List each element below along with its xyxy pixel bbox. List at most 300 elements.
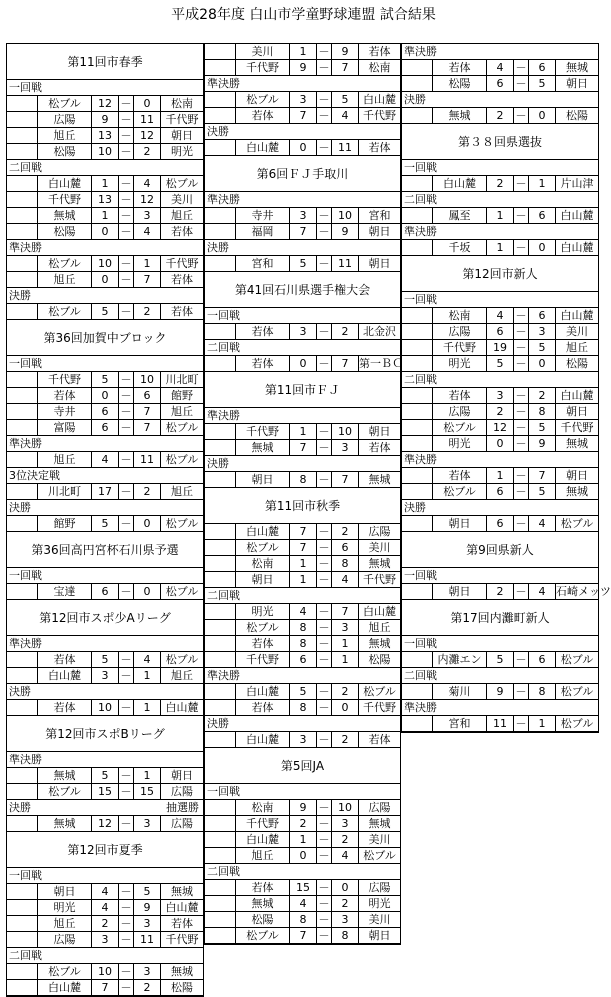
team-b: 朝日	[555, 468, 598, 483]
team-b: 白山麓	[160, 700, 203, 715]
team-b: 無城	[358, 556, 400, 571]
team-a: 松ブル	[432, 484, 486, 499]
team-b: 旭丘	[160, 404, 203, 419]
score-separator: －	[316, 92, 331, 107]
score-b: 1	[528, 716, 555, 731]
score-b: 4	[528, 584, 555, 599]
team-a: 松ブル	[37, 784, 91, 799]
score-a: 1	[486, 468, 513, 483]
team-b: 明光	[160, 144, 203, 159]
team-b: 無城	[555, 484, 598, 499]
team-a: 千坂	[432, 240, 486, 255]
score-a: 2	[486, 584, 513, 599]
score-a: 4	[289, 604, 316, 619]
score-b: 7	[331, 356, 358, 371]
match-row	[7, 980, 203, 996]
match-row	[402, 652, 598, 668]
score-separator: －	[316, 440, 331, 455]
score-b: 6	[528, 308, 555, 323]
round-name: 準決勝	[207, 193, 240, 206]
score-a: 12	[486, 420, 513, 435]
row-spacer	[7, 404, 37, 419]
score-separator: －	[118, 452, 133, 467]
team-a: 松陽	[37, 144, 91, 159]
team-a: 若体	[432, 388, 486, 403]
score-b: 2	[331, 324, 358, 339]
team-b: 千代野	[555, 420, 598, 435]
team-a: 白山麓	[235, 524, 289, 539]
team-a: 広陽	[37, 112, 91, 127]
score-separator: －	[513, 468, 528, 483]
match-row	[7, 208, 203, 224]
score-b: 6	[133, 388, 160, 403]
score-a: 6	[91, 584, 118, 599]
match-row	[7, 176, 203, 192]
team-b: 白山麓	[555, 308, 598, 323]
score-separator: －	[118, 144, 133, 159]
score-b: 2	[331, 524, 358, 539]
match-row	[7, 584, 203, 600]
round-name: 準決勝	[9, 637, 42, 650]
score-separator: －	[118, 224, 133, 239]
team-b: 若体	[358, 44, 400, 59]
score-a: 0	[91, 224, 118, 239]
team-a: 松ブル	[37, 304, 91, 319]
score-separator: －	[316, 140, 331, 155]
score-separator: －	[118, 980, 133, 995]
team-b: 若体	[160, 304, 203, 319]
score-b: 7	[133, 404, 160, 419]
score-a: 3	[289, 324, 316, 339]
match-row	[205, 880, 400, 896]
round-name: 決勝	[9, 685, 31, 698]
score-separator: －	[118, 700, 133, 715]
round-name: 準決勝	[207, 77, 240, 90]
score-a: 7	[289, 524, 316, 539]
team-a: 明光	[235, 604, 289, 619]
score-a: 12	[91, 96, 118, 111]
team-a: 朝日	[432, 584, 486, 599]
row-spacer	[7, 372, 37, 387]
row-spacer	[205, 880, 235, 895]
round-label	[205, 240, 400, 256]
round-name: 準決勝	[404, 701, 437, 714]
match-row	[205, 440, 400, 456]
round-name: 準決勝	[404, 225, 437, 238]
team-b: 若体	[358, 732, 400, 747]
team-b: 北金沢	[358, 324, 400, 339]
score-a: 3	[289, 92, 316, 107]
score-b: 1	[133, 700, 160, 715]
score-a: 7	[289, 540, 316, 555]
team-a: 旭丘	[235, 848, 289, 863]
score-b: 1	[133, 256, 160, 271]
row-spacer	[7, 668, 37, 683]
row-spacer	[205, 108, 235, 123]
score-separator: －	[316, 224, 331, 239]
score-separator: －	[118, 272, 133, 287]
round-label	[402, 500, 598, 516]
team-a: 若体	[37, 700, 91, 715]
score-separator: －	[513, 584, 528, 599]
score-b: 5	[528, 484, 555, 499]
score-b: 1	[528, 176, 555, 191]
team-b: 若体	[358, 140, 400, 155]
round-name: 二回戦	[404, 669, 437, 682]
score-b: 4	[331, 848, 358, 863]
match-row	[7, 816, 203, 832]
score-b: 5	[133, 884, 160, 899]
row-spacer	[205, 604, 235, 619]
tournament-title: 第36回高円宮杯石川県予選	[7, 532, 203, 568]
round-name: 準決勝	[9, 241, 42, 254]
team-a: 千代野	[37, 192, 91, 207]
team-b: 第一ＢＣ	[359, 357, 403, 370]
score-separator: －	[513, 652, 528, 667]
score-separator: －	[513, 176, 528, 191]
team-b: 松陽	[555, 108, 598, 123]
round-name: 決勝	[9, 501, 31, 514]
row-spacer	[7, 208, 37, 223]
team-b: 旭丘	[160, 484, 203, 499]
tournament-title: 第9回県新人	[402, 532, 598, 568]
score-a: 6	[289, 652, 316, 667]
row-spacer	[205, 524, 235, 539]
score-a: 1	[486, 208, 513, 223]
score-b: 1	[331, 636, 358, 651]
score-separator: －	[316, 800, 331, 815]
score-a: 0	[289, 140, 316, 155]
team-a: 明光	[432, 436, 486, 451]
row-spacer	[7, 128, 37, 143]
team-b: 松ブル	[555, 716, 598, 731]
score-b: 5	[528, 340, 555, 355]
team-a: 若体	[235, 324, 289, 339]
score-separator: －	[118, 516, 133, 531]
match-row	[402, 420, 598, 436]
round-label	[402, 224, 598, 240]
team-b: 朝日	[358, 928, 400, 943]
score-a: 7	[91, 980, 118, 995]
round-name: 準決勝	[404, 453, 437, 466]
team-b: 片山津	[555, 176, 598, 191]
team-a: 千代野	[235, 60, 289, 75]
score-separator: －	[316, 700, 331, 715]
round-name: 二回戦	[9, 949, 42, 962]
score-a: 6	[486, 76, 513, 91]
score-a: 10	[91, 964, 118, 979]
row-spacer	[402, 240, 432, 255]
round-label	[402, 192, 598, 208]
score-b: 4	[133, 224, 160, 239]
row-spacer	[7, 884, 37, 899]
match-row	[205, 652, 400, 668]
match-row	[205, 800, 400, 816]
team-a: 朝日	[235, 572, 289, 587]
score-b: 10	[133, 372, 160, 387]
team-a: 無城	[37, 768, 91, 783]
team-b: 無城	[160, 964, 203, 979]
score-separator: －	[316, 356, 331, 371]
team-b: 白山麓	[555, 240, 598, 255]
score-separator: －	[118, 304, 133, 319]
match-row	[7, 372, 203, 388]
score-a: 4	[91, 452, 118, 467]
score-separator: －	[513, 60, 528, 75]
score-b: 6	[528, 652, 555, 667]
row-spacer	[402, 404, 432, 419]
team-a: 明光	[432, 356, 486, 371]
team-a: 若体	[37, 652, 91, 667]
row-spacer	[402, 652, 432, 667]
team-a: 若体	[37, 388, 91, 403]
match-row	[402, 388, 598, 404]
score-a: 7	[289, 108, 316, 123]
score-b: 8	[331, 928, 358, 943]
score-a: 0	[486, 436, 513, 451]
round-label	[7, 468, 203, 484]
round-label	[402, 92, 598, 108]
team-b: 白山麓	[160, 900, 203, 915]
score-a: 4	[289, 896, 316, 911]
row-spacer	[205, 816, 235, 831]
team-b: 白山麓	[358, 604, 400, 619]
score-a: 15	[289, 880, 316, 895]
score-a: 5	[91, 516, 118, 531]
tournament-title: 第12回市新人	[402, 256, 598, 292]
score-b: 4	[331, 572, 358, 587]
match-row	[205, 928, 400, 944]
score-b: 8	[528, 684, 555, 699]
match-row	[205, 356, 403, 372]
match-row	[205, 848, 400, 864]
score-a: 8	[289, 700, 316, 715]
row-spacer	[205, 140, 235, 155]
score-separator: －	[316, 848, 331, 863]
team-b: 美川	[160, 192, 203, 207]
score-a: 6	[486, 516, 513, 531]
score-a: 1	[289, 424, 316, 439]
team-b: 朝日	[555, 404, 598, 419]
match-row	[205, 912, 400, 928]
team-b: 朝日	[358, 424, 400, 439]
score-b: 5	[331, 92, 358, 107]
team-a: 白山麓	[235, 684, 289, 699]
match-row	[205, 256, 400, 272]
team-b: 美川	[358, 540, 400, 555]
team-a: 旭丘	[37, 128, 91, 143]
tournament-title: 第12回市スポ少Aリーグ	[7, 600, 203, 636]
round-name: 一回戦	[404, 637, 437, 650]
team-a: 無城	[235, 440, 289, 455]
row-spacer	[7, 784, 37, 799]
score-a: 6	[91, 420, 118, 435]
team-b: 松陽	[555, 356, 598, 371]
round-name: 一回戦	[404, 161, 437, 174]
match-row	[7, 484, 203, 500]
team-a: 広陽	[432, 324, 486, 339]
row-spacer	[402, 716, 432, 731]
score-a: 1	[289, 556, 316, 571]
team-a: 無城	[37, 816, 91, 831]
score-b: 9	[528, 436, 555, 451]
team-a: 白山麓	[37, 980, 91, 995]
team-b: 松ブル	[160, 452, 203, 467]
score-separator: －	[513, 716, 528, 731]
score-separator: －	[513, 404, 528, 419]
round-label	[7, 800, 203, 816]
score-a: 7	[289, 224, 316, 239]
round-name: 一回戦	[207, 309, 240, 322]
score-separator: －	[316, 324, 331, 339]
team-b: 白山麓	[555, 208, 598, 223]
round-label	[7, 636, 203, 652]
score-a: 1	[91, 208, 118, 223]
match-row	[402, 308, 598, 324]
score-a: 3	[289, 732, 316, 747]
team-a: 白山麓	[37, 668, 91, 683]
round-name: 準決勝	[207, 669, 240, 682]
score-a: 8	[289, 912, 316, 927]
team-b: 美川	[358, 912, 400, 927]
team-a: 朝日	[432, 516, 486, 531]
match-row	[402, 76, 598, 92]
team-a: 松南	[235, 800, 289, 815]
score-a: 5	[486, 356, 513, 371]
team-a: 明光	[37, 900, 91, 915]
row-spacer	[205, 224, 235, 239]
score-separator: －	[118, 128, 133, 143]
team-b: 旭丘	[358, 620, 400, 635]
match-row	[7, 96, 203, 112]
score-b: 9	[331, 44, 358, 59]
team-a: 館野	[37, 516, 91, 531]
match-row	[402, 584, 611, 600]
team-a: 旭丘	[37, 916, 91, 931]
round-name: 決勝	[207, 457, 229, 470]
round-name: 準決勝	[404, 45, 437, 58]
score-a: 2	[289, 816, 316, 831]
tournament-title: 第12回市スポBリーグ	[7, 716, 203, 752]
row-spacer	[7, 652, 37, 667]
team-a: 福岡	[235, 224, 289, 239]
team-a: 富陽	[37, 420, 91, 435]
score-b: 11	[133, 452, 160, 467]
row-spacer	[7, 304, 37, 319]
round-name: 一回戦	[9, 81, 42, 94]
score-separator: －	[316, 928, 331, 943]
results-column-1	[6, 43, 204, 997]
row-spacer	[402, 468, 432, 483]
match-row	[205, 60, 400, 76]
score-separator: －	[513, 340, 528, 355]
round-name: 一回戦	[404, 293, 437, 306]
score-a: 15	[91, 784, 118, 799]
round-label	[7, 568, 203, 584]
score-separator: －	[316, 424, 331, 439]
match-row	[402, 208, 598, 224]
score-b: 7	[528, 468, 555, 483]
score-separator: －	[118, 176, 133, 191]
team-a: 川北町	[37, 484, 91, 499]
match-row	[7, 652, 203, 668]
team-a: 広陽	[37, 932, 91, 947]
score-separator: －	[118, 256, 133, 271]
score-b: 2	[331, 832, 358, 847]
score-a: 2	[486, 176, 513, 191]
round-label	[7, 752, 203, 768]
team-b: 千代野	[358, 572, 400, 587]
team-a: 朝日	[37, 884, 91, 899]
team-a: 美川	[235, 44, 289, 59]
score-b: 11	[133, 932, 160, 947]
score-a: 19	[486, 340, 513, 355]
team-b: 旭丘	[555, 340, 598, 355]
tournament-title: 第6回ＦＪ手取川	[205, 156, 400, 192]
team-a: 無城	[432, 108, 486, 123]
row-spacer	[7, 916, 37, 931]
score-separator: －	[118, 932, 133, 947]
score-b: 1	[133, 668, 160, 683]
score-b: 15	[133, 784, 160, 799]
team-a: 宝達	[37, 584, 91, 599]
score-separator: －	[118, 404, 133, 419]
tournament-title: 第11回市秋季	[205, 488, 400, 524]
score-a: 1	[486, 240, 513, 255]
round-name: 決勝	[207, 241, 229, 254]
team-a: 若体	[235, 108, 289, 123]
row-spacer	[402, 388, 432, 403]
match-row	[7, 144, 203, 160]
score-a: 3	[289, 208, 316, 223]
score-a: 4	[91, 884, 118, 899]
score-a: 0	[91, 388, 118, 403]
results-column-2	[204, 43, 401, 945]
round-label	[205, 340, 400, 356]
round-name: 決勝	[404, 93, 426, 106]
team-b: 松ブル	[160, 176, 203, 191]
round-name: 決勝	[207, 125, 229, 138]
match-row	[7, 388, 203, 404]
match-row	[402, 356, 598, 372]
match-row	[402, 516, 598, 532]
team-a: 寺井	[37, 404, 91, 419]
row-spacer	[205, 424, 235, 439]
team-a: 若体	[235, 636, 289, 651]
score-separator: －	[316, 472, 331, 487]
round-note: 抽選勝	[166, 801, 199, 814]
row-spacer	[7, 388, 37, 403]
score-b: 5	[528, 420, 555, 435]
row-spacer	[402, 76, 432, 91]
match-row	[205, 620, 400, 636]
row-spacer	[402, 340, 432, 355]
team-b: 広陽	[160, 816, 203, 831]
round-label	[205, 76, 400, 92]
score-a: 3	[91, 668, 118, 683]
row-spacer	[402, 420, 432, 435]
tournament-title: 第12回市夏季	[7, 832, 203, 868]
row-spacer	[205, 700, 235, 715]
score-separator: －	[118, 668, 133, 683]
team-b: 広陽	[358, 880, 400, 895]
row-spacer	[402, 356, 432, 371]
score-a: 4	[91, 900, 118, 915]
score-a: 0	[289, 356, 316, 371]
team-a: 松陽	[235, 912, 289, 927]
score-a: 13	[91, 128, 118, 143]
score-separator: －	[316, 524, 331, 539]
